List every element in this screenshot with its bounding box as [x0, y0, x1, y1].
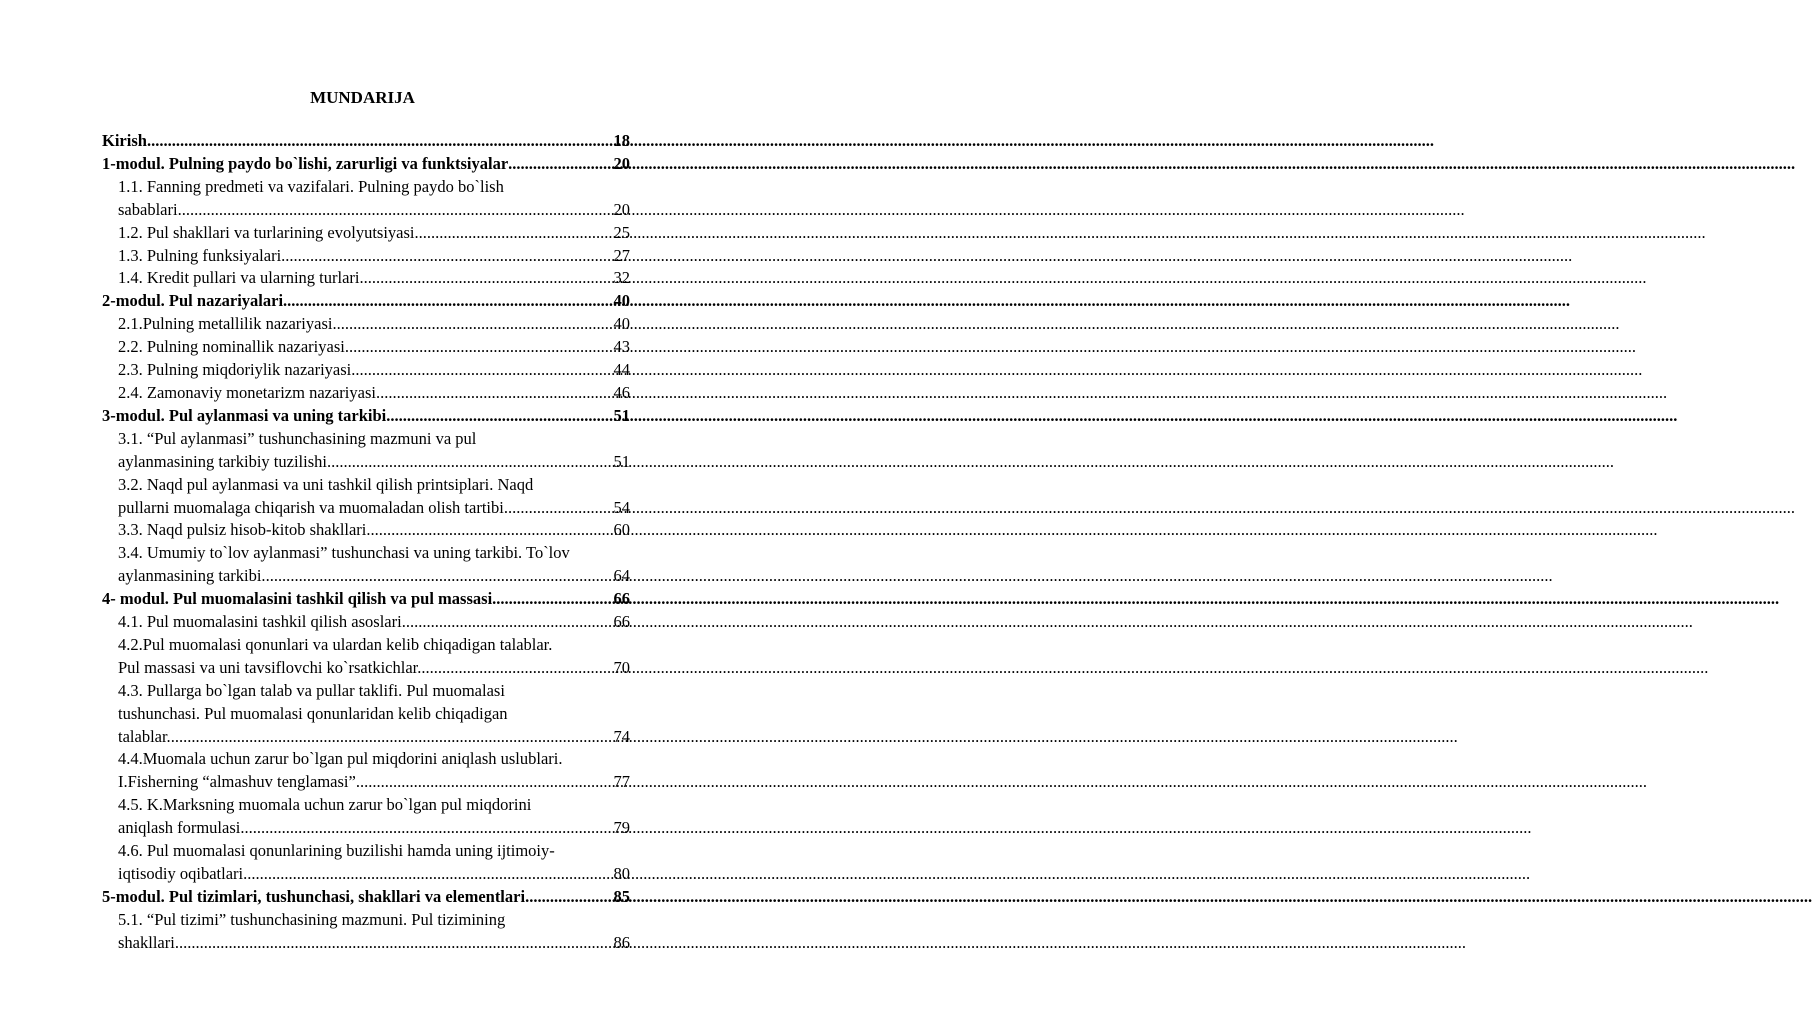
toc-entry-4-6[interactable] — [102, 840, 630, 886]
page-number: 54 — [613, 497, 630, 517]
toc-entry-title: iqtisodiy oqibatlari — [118, 864, 244, 883]
page-number: 66 — [613, 589, 630, 609]
toc-entry-title: shakllari. — [118, 932, 179, 952]
toc-entry-3-2[interactable] — [102, 474, 630, 520]
page-number: 64 — [613, 566, 630, 586]
dot-leader — [508, 497, 613, 520]
dot-leader — [359, 267, 612, 290]
toc-entry-title: Kirish — [102, 131, 147, 150]
page-number: 27 — [613, 245, 630, 265]
toc-entry-module-4[interactable] — [102, 588, 630, 611]
toc-entry-title: 1.2. Pul shakllari va turlarining evolyutsiyasi. — [118, 222, 419, 242]
toc-entry-title: I.Fisherning “almashuv tenglamasi”. — [118, 772, 360, 792]
page-number: 66 — [613, 612, 630, 632]
dot-leader — [179, 932, 613, 955]
dot-leader — [283, 290, 612, 313]
page-number: 40 — [613, 291, 630, 311]
table-of-contents — [102, 130, 630, 955]
toc-entry-title: sabablari — [118, 199, 178, 219]
toc-entry-2-4[interactable] — [102, 382, 630, 405]
toc-entry-4-4[interactable] — [102, 748, 630, 794]
toc-entry-module-5[interactable] — [102, 886, 630, 909]
page-number: 60 — [613, 520, 630, 540]
toc-entry-4-2[interactable] — [102, 634, 630, 680]
toc-entry-line: 3.2. Naqd pul aylanmasi va uni tashkil qilish printsiplari. Naqd — [118, 474, 534, 494]
dot-leader — [390, 405, 612, 428]
toc-entry-3-3[interactable] — [102, 519, 630, 542]
dot-leader — [171, 726, 613, 749]
toc-entry-line: 4.3. Pullarga bo`lgan talab va pullar taklifi. Pul muomalasi — [118, 680, 505, 700]
toc-entry-title: aylanmasining tarkibiy tuzilishi — [118, 451, 327, 471]
toc-entry-title: 1.4. Kredit pullari va ularning turlari — [118, 268, 360, 288]
page-number: 74 — [613, 726, 630, 746]
dot-leader — [332, 313, 612, 336]
toc-entry-4-5[interactable] — [102, 794, 630, 840]
dot-leader — [349, 336, 613, 359]
page-number: 18 — [613, 131, 630, 150]
page-number: 80 — [613, 864, 630, 883]
toc-entry-line: 4.5. K.Marksning muomala uchun zarur bo`lgan pul miqdorini — [118, 795, 532, 815]
toc-entry-title: 4.1. Pul muomalasini tashkil qilish asoslari. — [118, 612, 406, 632]
page-title: MUNDARIJA — [310, 88, 415, 107]
toc-entry-line: 4.2.Pul muomalasi qonunlari va ulardan kelib chiqadigan talablar. — [118, 634, 553, 654]
dot-leader — [355, 359, 612, 382]
dot-leader — [492, 588, 612, 611]
dot-leader — [327, 451, 613, 474]
toc-entry-title: 2.2. Pulning nominallik nazariyasi. — [118, 337, 349, 357]
toc-entry-title: 2.3. Pulning miqdoriylik nazariyasi. — [118, 360, 356, 380]
document-page — [0, 0, 725, 1024]
toc-entry-title: pullarni muomalaga chiqarish va muomaladan olish tartibi. — [118, 497, 508, 517]
toc-entry-title: 3-modul. Pul aylanmasi va uning tarkibi. — [102, 405, 391, 425]
toc-entry-line: tushunchasi. Pul muomalasi qonunlaridan kelib chiqadigan — [118, 703, 508, 723]
toc-entry-1-4[interactable] — [102, 267, 630, 290]
toc-entry-2-2[interactable] — [102, 336, 630, 359]
toc-entry-title: Pul massasi va uni tavsiflovchi ko`rsatkichlar. — [118, 657, 422, 677]
toc-entry-module-1[interactable] — [102, 153, 630, 176]
page-number: 51 — [613, 451, 630, 471]
dot-leader — [419, 222, 613, 245]
toc-entry-title: 1.3. Pulning funksiyalari. — [118, 245, 286, 265]
toc-entry-title: 5-modul. Pul tizimlari, tushunchasi, shakllari va elementlari — [102, 886, 526, 906]
dot-leader — [406, 611, 613, 634]
toc-entry-2-3[interactable] — [102, 359, 630, 382]
toc-entry-1-2[interactable] — [102, 222, 630, 245]
page-number: 70 — [613, 657, 630, 677]
page-number: 79 — [613, 818, 630, 838]
toc-entry-module-3[interactable] — [102, 405, 630, 428]
toc-entry-title: 3.3. Naqd pulsiz hisob-kitob shakllari. — [118, 520, 371, 540]
toc-entry-5-1[interactable] — [102, 909, 630, 955]
toc-entry-title: 2-modul. Pul nazariyalari — [102, 291, 284, 311]
page-number: 46 — [613, 382, 630, 402]
dot-leader — [266, 565, 613, 588]
toc-entry-line: 3.1. “Pul aylanmasi” tushunchasining mazmuni va pul — [118, 428, 477, 448]
page-number: 20 — [613, 153, 630, 173]
toc-entry-1-1[interactable] — [102, 176, 630, 222]
dot-leader — [178, 199, 613, 222]
toc-entry-title: aylanmasining tarkibi. — [118, 566, 266, 586]
toc-entry-line: 5.1. “Pul tizimi” tushunchasining mazmuni. Pul tizimining — [118, 909, 506, 929]
dot-leader — [360, 771, 613, 794]
page-number: 32 — [613, 268, 630, 288]
dot-leader — [147, 130, 613, 153]
toc-entry-module-2[interactable] — [102, 290, 630, 313]
page-number: 43 — [613, 337, 630, 357]
toc-entry-title: 2.4. Zamonaviy monetarizm nazariyasi. — [118, 382, 381, 402]
dot-leader — [421, 657, 612, 680]
toc-entry-line: 4.4.Muomala uchun zarur bo`lgan pul miqdorini aniqlash uslublari. — [118, 749, 563, 769]
page-number: 40 — [613, 314, 630, 334]
toc-entry-title: aniqlash formulasi. — [118, 818, 245, 838]
dot-leader — [285, 245, 612, 268]
toc-entry-title: talablar. — [118, 726, 171, 746]
page-number: 44 — [613, 360, 630, 380]
page-number: 20 — [613, 199, 630, 219]
dot-leader — [371, 519, 613, 542]
dot-leader — [525, 886, 612, 909]
toc-entry-line: 3.4. Umumiy to`lov aylanmasi” tushunchasi va uning tarkibi. To`lov — [118, 543, 570, 563]
toc-entry-title: 2.1.Pulning metallilik nazariyasi — [118, 314, 333, 334]
toc-entry-3-4[interactable] — [102, 542, 630, 588]
page-number: 25 — [613, 222, 630, 242]
page-number: 77 — [613, 772, 630, 792]
dot-leader — [244, 817, 612, 840]
toc-entry-line: 1.1. Fanning predmeti va vazifalari. Pulning paydo bo`lish — [118, 176, 504, 196]
dot-leader — [243, 863, 612, 886]
toc-entry-title: 1-modul. Pulning paydo bo`lishi, zarurligi va funktsiyalar — [102, 153, 509, 173]
page-number: 86 — [613, 932, 630, 952]
page-number: 51 — [613, 405, 630, 425]
dot-leader — [508, 153, 612, 176]
page-number: 85 — [613, 886, 630, 906]
toc-entry-4-1[interactable] — [102, 611, 630, 634]
dot-leader — [380, 382, 612, 405]
toc-entry-title: 4- modul. Pul muomalasini tashkil qilish va pul massasi — [102, 589, 493, 609]
toc-entry-1-3[interactable] — [102, 245, 630, 268]
toc-entry-3-1[interactable] — [102, 428, 630, 474]
toc-entry-line: 4.6. Pul muomalasi qonunlarining buzilishi hamda uning ijtimoiy- — [118, 841, 555, 861]
toc-entry-kirish[interactable] — [102, 130, 630, 153]
toc-entry-4-3[interactable] — [102, 680, 630, 749]
toc-entry-2-1[interactable] — [102, 313, 630, 336]
